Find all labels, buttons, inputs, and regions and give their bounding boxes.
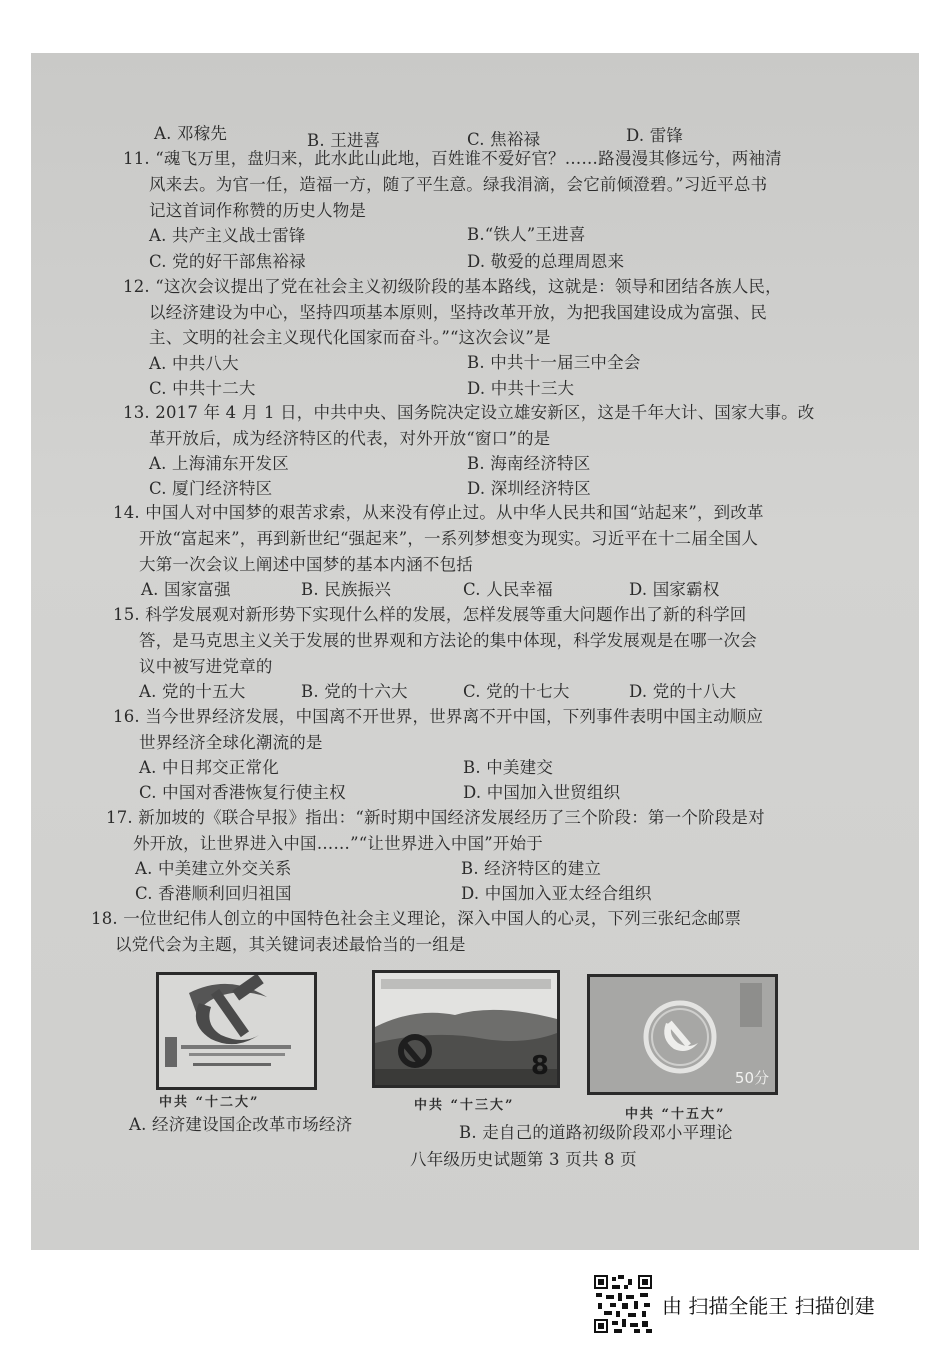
- text-line-25: 开放“富起来”，再到新世纪“强起来”，一系列梦想变为现实。习近平在十二届全国人: [139, 529, 759, 548]
- text-line-46: A. 中美建立外交关系: [135, 859, 292, 878]
- stamp-13-value: 8: [530, 1051, 549, 1081]
- text-line-35: B. 党的十六大: [301, 682, 408, 701]
- text-line-16: C. 中共十二大: [149, 379, 256, 398]
- text-line-9: C. 党的好干部焦裕禄: [149, 252, 306, 271]
- text-line-17: D. 中共十三大: [467, 379, 575, 398]
- text-line-49: D. 中国加入亚太经合组织: [461, 884, 652, 903]
- text-line-38: 16. 当今世界经济发展，中国离不开世界，世界离不开中国，下列事件表明中国主动顺应: [113, 707, 764, 726]
- text-line-2: C. 焦裕禄: [467, 130, 541, 149]
- text-line-28: B. 民族振兴: [301, 580, 392, 599]
- text-line-23: D. 深圳经济特区: [467, 479, 591, 498]
- text-line-31: 15. 科学发展观对新形势下实现什么样的发展，怎样发展等重大问题作出了新的科学回: [113, 605, 747, 624]
- stamp-12th-congress: [156, 972, 317, 1090]
- text-line-27: A. 国家富强: [141, 580, 231, 599]
- text-line-36: C. 党的十七大: [463, 682, 570, 701]
- text-line-55: A. 经济建设国企改革市场经济: [129, 1115, 353, 1134]
- text-line-21: B. 海南经济特区: [467, 454, 591, 473]
- stamp-13th-congress: [372, 970, 560, 1088]
- hammer-sickle-icon: [375, 973, 557, 1085]
- text-line-10: D. 敬爱的总理周恩来: [467, 252, 625, 271]
- text-line-40: A. 中日邦交正常化: [139, 758, 279, 777]
- text-line-51: 以党代会为主题，其关键词表述最恰当的一组是: [115, 935, 466, 954]
- stamp-15th-congress: [587, 974, 778, 1095]
- text-line-48: C. 香港顺利回归祖国: [135, 884, 292, 903]
- text-line-56: B. 走自己的道路初级阶段邓小平理论: [459, 1123, 733, 1142]
- qr-code-icon: [594, 1275, 652, 1333]
- text-line-44: 17. 新加坡的《联合早报》指出：“新时期中国经济发展经历了三个阶段：第一个阶段是对: [106, 808, 765, 827]
- text-line-18: 13. 2017 年 4 月 1 日，中共中央、国务院决定设立雄安新区，这是千年大计、国家大事。改: [123, 403, 815, 422]
- text-line-14: A. 中共八大: [149, 354, 239, 373]
- text-line-7: A. 共产主义战士雷锋: [149, 226, 306, 245]
- text-line-1: B. 王进喜: [307, 131, 381, 150]
- text-line-5: 风来去。为官一任，造福一方，随了平生意。绿我涓滴，会它前倾澄碧。”习近平总书: [149, 175, 768, 194]
- text-line-11: 12. “这次会议提出了党在社会主义初级阶段的基本路线，这就是：领导和团结各族人民，: [123, 277, 782, 296]
- text-line-20: A. 上海浦东开发区: [149, 454, 289, 473]
- scanner-watermark: [594, 1273, 934, 1333]
- text-line-41: B. 中美建交: [463, 758, 554, 777]
- text-line-4: 11. “魂飞万里，盘归来，此水此山此地，百姓谁不爱好官？……路漫漫其修远兮，两袖清: [123, 149, 782, 168]
- text-line-15: B. 中共十一届三中全会: [467, 353, 641, 372]
- text-line-0: A. 邓稼先: [154, 124, 228, 143]
- text-line-30: D. 国家霸权: [629, 580, 720, 599]
- hammer-sickle-icon: [159, 975, 314, 1087]
- text-line-32: 答，是马克思主义关于发展的世界观和方法论的集中体现，科学发展观是在哪一次会: [139, 631, 757, 650]
- text-line-53: 中共 “十三大”: [414, 1098, 515, 1113]
- text-line-34: A. 党的十五大: [139, 682, 246, 701]
- stamp-15-value: 50分: [734, 1069, 769, 1087]
- text-line-52: 中共 “十二大”: [159, 1095, 260, 1110]
- text-line-57: 八年级历史试题第 3 页共 8 页: [410, 1150, 637, 1169]
- text-line-42: C. 中国对香港恢复行使主权: [139, 783, 346, 802]
- text-line-29: C. 人民幸福: [463, 580, 553, 599]
- text-line-37: D. 党的十八大: [629, 682, 737, 701]
- text-line-50: 18. 一位世纪伟人创立的中国特色社会主义理论，深入中国人的心灵，下列三张纪念邮票: [91, 909, 742, 928]
- text-line-43: D. 中国加入世贸组织: [463, 783, 621, 802]
- text-line-24: 14. 中国人对中国梦的艰苦求索，从来没有停止过。从中华人民共和国“站起来”，到改革: [113, 503, 764, 522]
- text-line-54: 中共 “十五大”: [625, 1107, 726, 1122]
- text-line-47: B. 经济特区的建立: [461, 859, 602, 878]
- text-line-12: 以经济建设为中心，坚持四项基本原则，坚持改革开放，为把我国建设成为富强、民: [149, 303, 767, 322]
- text-line-8: B.“铁人”王进喜: [467, 225, 586, 244]
- text-line-19: 革开放后，成为经济特区的代表，对外开放“窗口”的是: [149, 429, 551, 448]
- text-line-13: 主、文明的社会主义现代化国家而奋斗。”“这次会议”是: [149, 328, 551, 347]
- text-line-45: 外开放，让世界进入中国……”“让世界进入中国”开始于: [133, 834, 544, 853]
- text-line-39: 世界经济全球化潮流的是: [139, 733, 323, 752]
- text-line-3: D. 雷锋: [626, 126, 684, 145]
- text-line-22: C. 厦门经济特区: [149, 479, 273, 498]
- text-line-6: 记这首词作称赞的历史人物是: [149, 201, 367, 220]
- scanned-exam-page: [31, 53, 919, 1250]
- text-line-26: 大第一次会议上阐述中国梦的基本内涵不包括: [139, 555, 473, 574]
- scanner-credit: 由 扫描全能王 扫描创建: [662, 1294, 875, 1318]
- text-line-33: 议中被写进党章的: [139, 657, 273, 676]
